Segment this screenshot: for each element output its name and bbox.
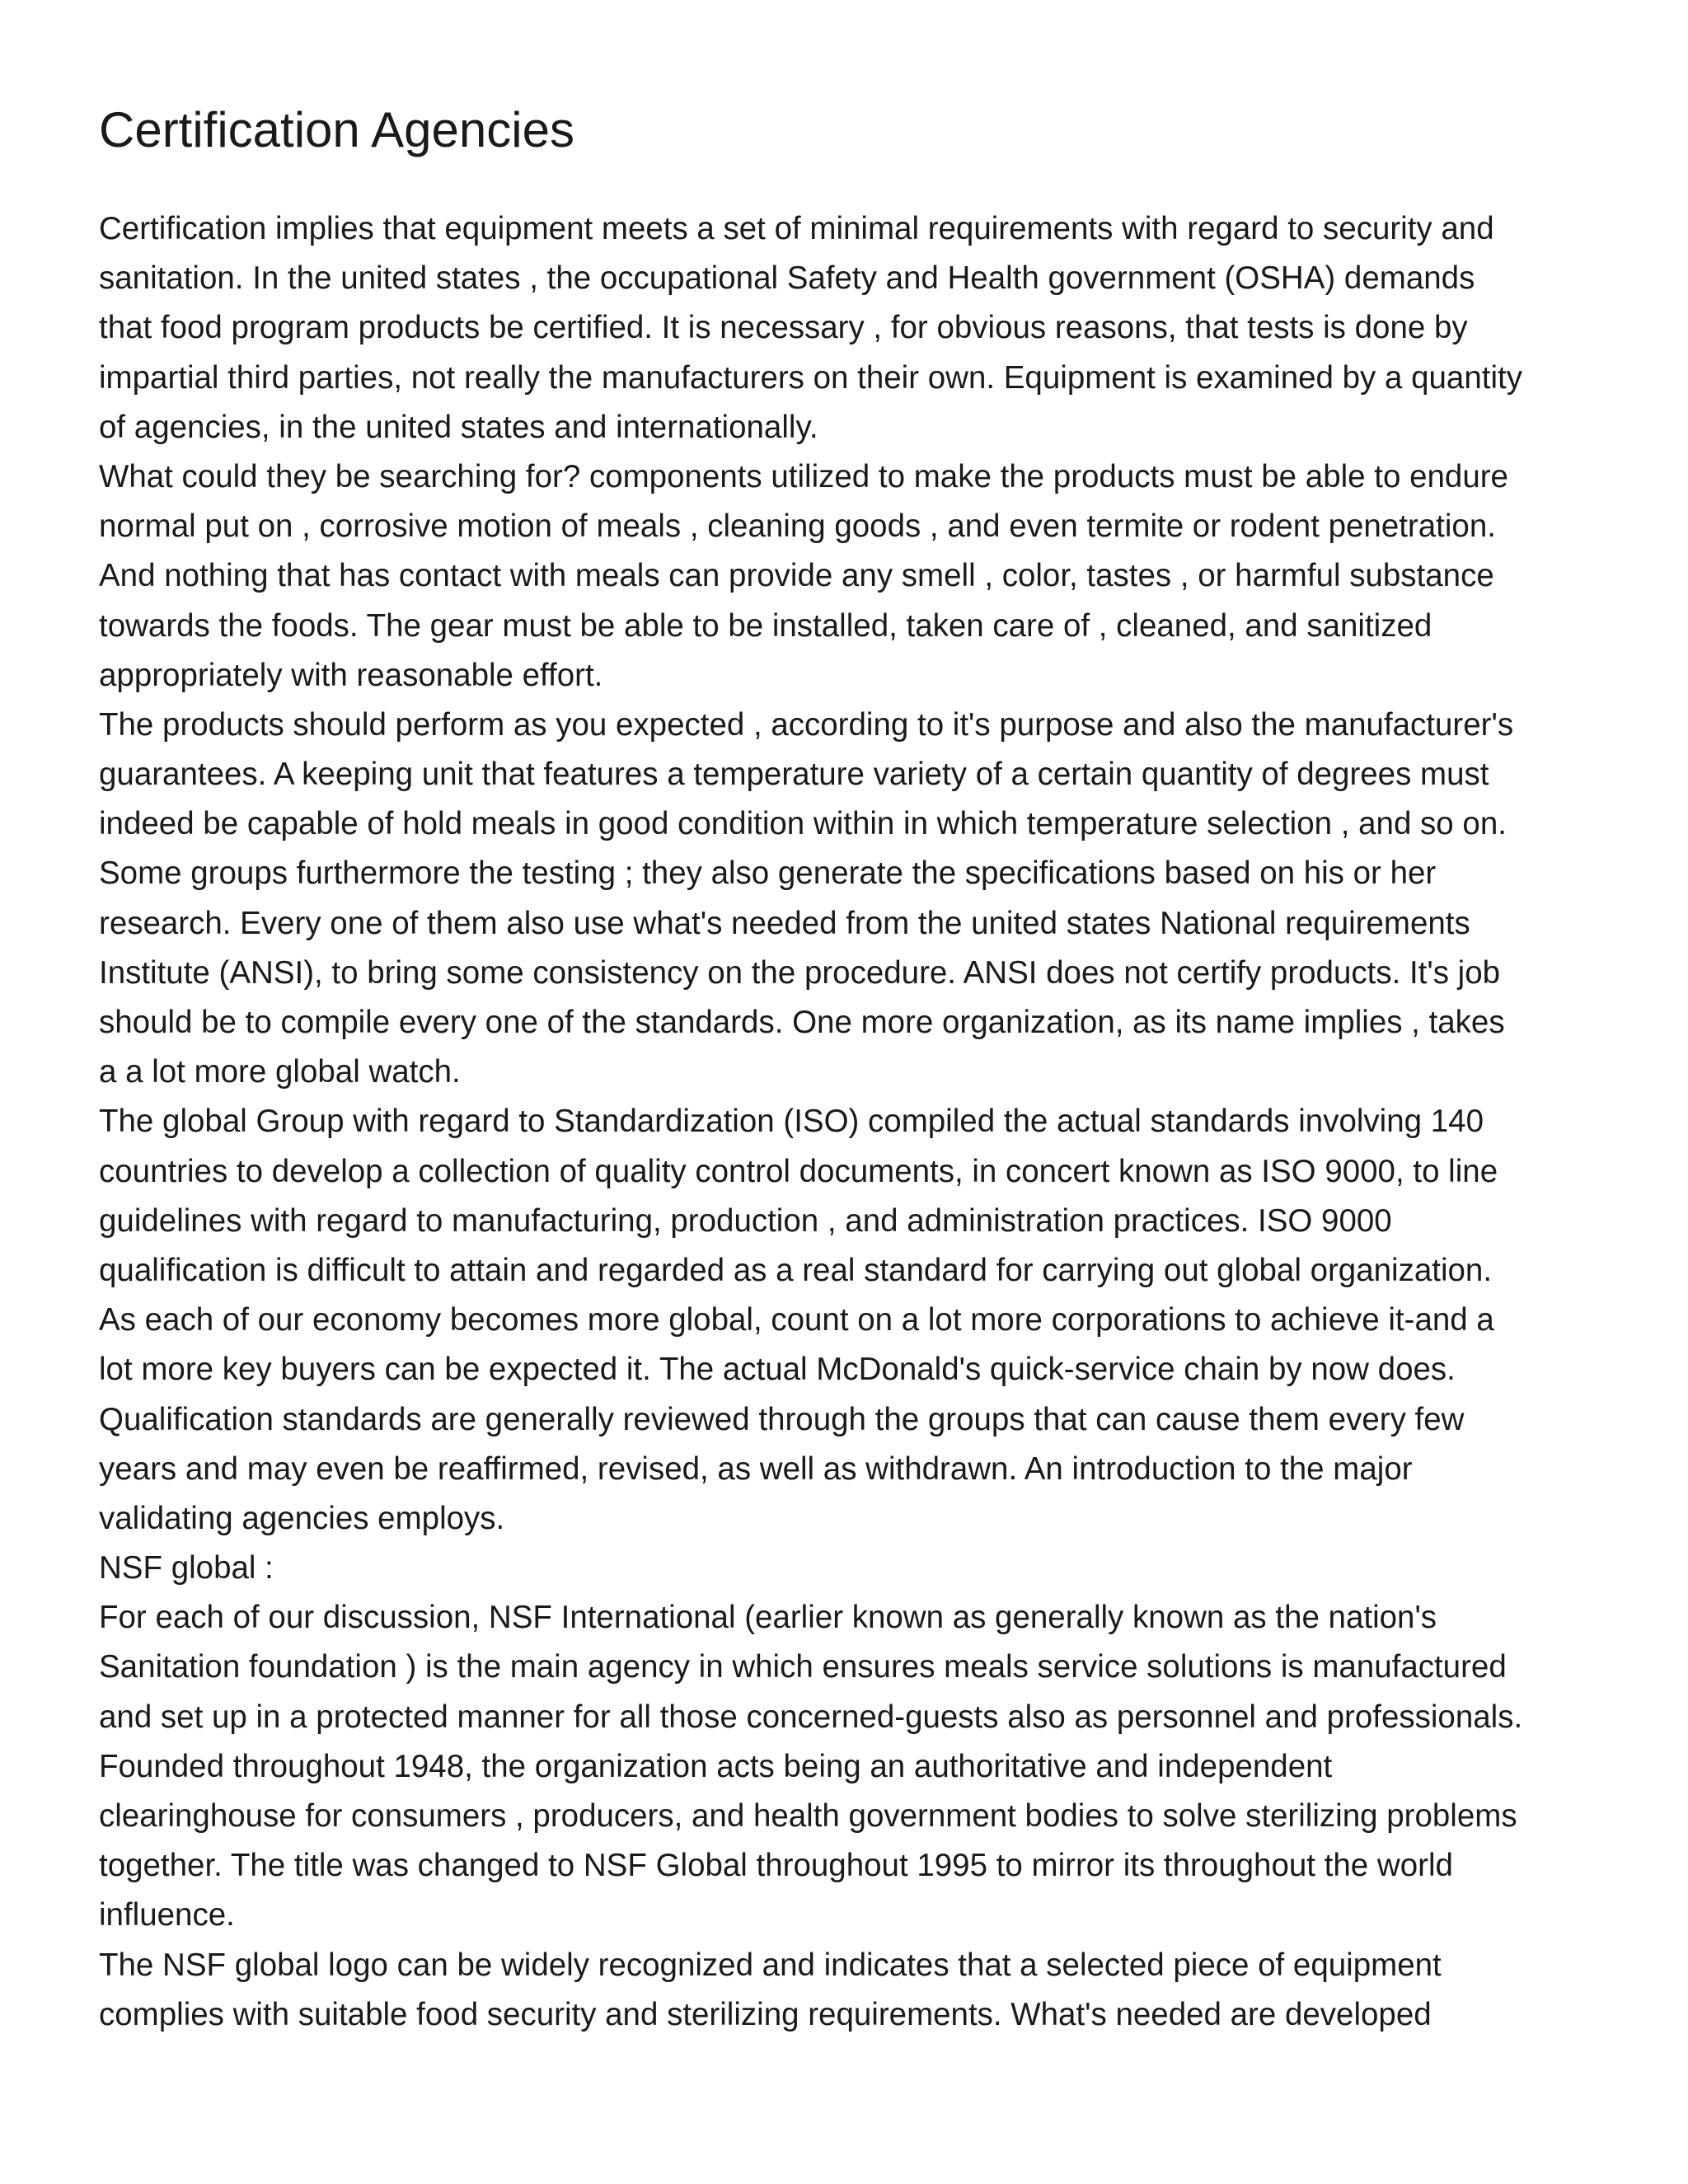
text-line: NSF global : — [99, 1550, 274, 1586]
text-line: Sanitation foundation ) is the main agency in which ensures meals service solutions is manufactured — [99, 1649, 1507, 1685]
text-line: The products should perform as you expected , according to it's purpose and also the manufacturer's — [99, 706, 1514, 743]
text-line: qualification is difficult to attain and regarded as a real standard for carrying out global organization. — [99, 1252, 1493, 1288]
text-line: of agencies, in the united states and internationally. — [99, 409, 818, 445]
text-line: guidelines with regard to manufacturing, production , and administration practices. ISO 9000 — [99, 1202, 1392, 1239]
text-line: For each of our discussion, NSF International (earlier known as generally known as the nation's — [99, 1600, 1437, 1636]
body-text — [99, 204, 1582, 2040]
text-line: Institute (ANSI), to bring some consistency on the procedure. ANSI does not certify products. It's job — [99, 954, 1501, 991]
text-line: that food program products be certified. It is necessary , for obvious reasons, that tests is done by — [99, 310, 1468, 346]
text-line: As each of our economy becomes more global, count on a lot more corporations to achieve it-and a — [99, 1302, 1494, 1338]
text-line: Some groups furthermore the testing ; they also generate the specifications based on his or her — [99, 855, 1437, 892]
text-line: Certification implies that equipment meets a set of minimal requirements with regard to security and — [99, 211, 1494, 246]
text-line: The global Group with regard to Standardization (ISO) compiled the actual standards involving 140 — [99, 1104, 1484, 1140]
text-line: What could they be searching for? components utilized to make the products must be able to endure — [99, 458, 1508, 494]
text-line: indeed be capable of hold meals in good condition within in which temperature selection , and so on. — [99, 806, 1507, 842]
text-line: a a lot more global watch. — [99, 1054, 461, 1090]
text-line: validating agencies employs. — [99, 1500, 505, 1536]
text-line: research. Every one of them also use what's needed from the united states National requirements — [99, 905, 1470, 941]
text-line: countries to develop a collection of quality control documents, in concert known as ISO 9000, to line — [99, 1153, 1498, 1189]
text-line: Qualification standards are generally reviewed through the groups that can cause them every few — [99, 1401, 1465, 1437]
text-line: lot more key buyers can be expected it. The actual McDonald's quick-service chain by now does. — [99, 1352, 1456, 1388]
text-line: normal put on , corrosive motion of meals , cleaning goods , and even termite or rodent penetration. — [99, 509, 1496, 545]
text-line: towards the foods. The gear must be able to be installed, taken care of , cleaned, and sanitized — [99, 607, 1432, 644]
text-line: should be to compile every one of the standards. One more organization, as its name implies , takes — [99, 1005, 1505, 1040]
text-line: years and may even be reaffirmed, revised, as well as withdrawn. An introduction to the major — [99, 1451, 1413, 1487]
text-line: appropriately with reasonable effort. — [99, 657, 603, 693]
text-line: influence. — [99, 1897, 235, 1933]
text-line: clearinghouse for consumers , producers, and health government bodies to solve sterilizing problems — [99, 1798, 1517, 1834]
text-line: and set up in a protected manner for all those concerned-guests also as personnel and professionals. — [99, 1699, 1523, 1735]
text-line: impartial third parties, not really the manufacturers on their own. Equipment is examined by a quantity — [99, 359, 1522, 396]
text-line: complies with suitable food security and sterilizing requirements. What's needed are developed — [99, 1996, 1432, 2032]
text-line: And nothing that has contact with meals can provide any smell , color, tastes , or harmful substance — [99, 558, 1494, 594]
text-line: sanitation. In the united states , the occupational Safety and Health government (OSHA) demands — [99, 260, 1475, 297]
page-title: Certification Agencies — [99, 102, 574, 157]
text-line: Founded throughout 1948, the organization acts being an authoritative and independent — [99, 1748, 1333, 1784]
text-line: guarantees. A keeping unit that features a temperature variety of a certain quantity of degrees must — [99, 757, 1489, 793]
text-line: together. The title was changed to NSF Global throughout 1995 to mirror its throughout the world — [99, 1848, 1453, 1884]
text-line: The NSF global logo can be widely recognized and indicates that a selected piece of equipment — [99, 1947, 1442, 1983]
